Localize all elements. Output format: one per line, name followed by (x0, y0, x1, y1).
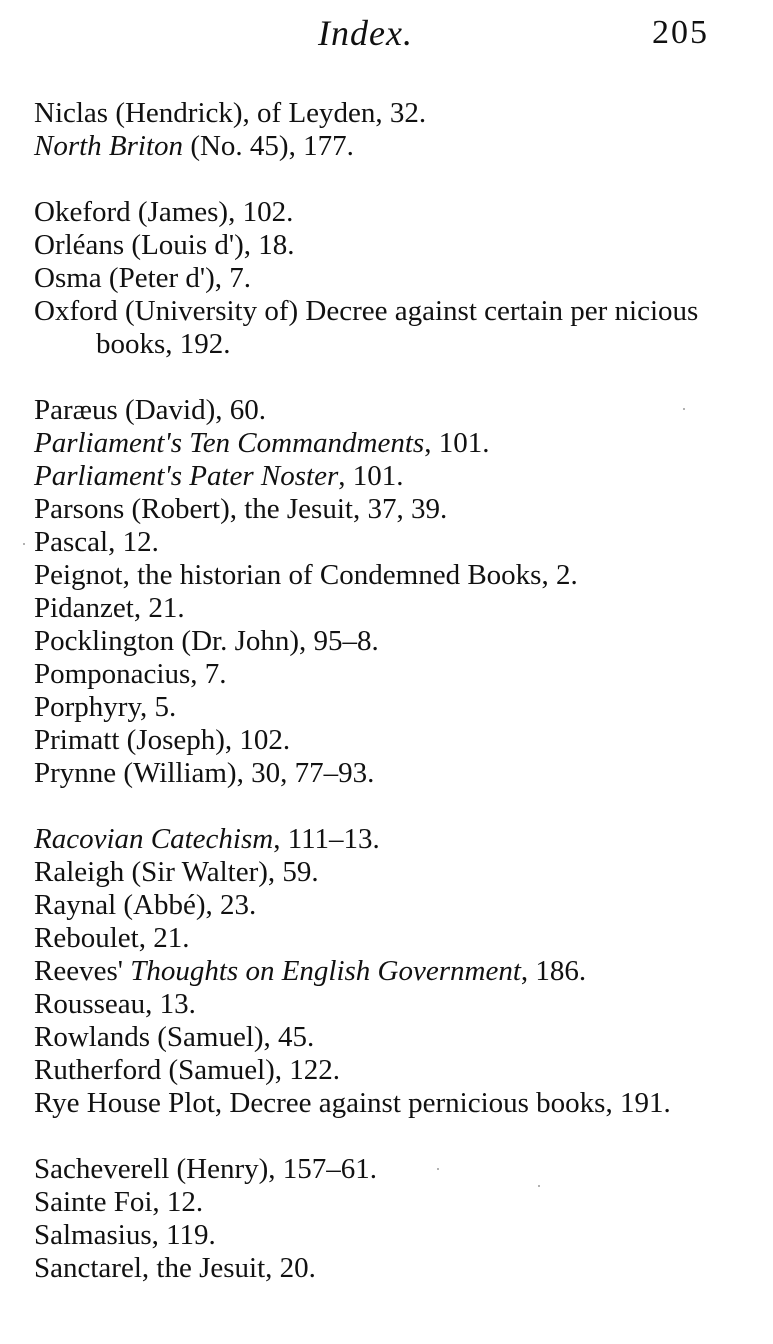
index-entry (34, 196, 746, 229)
entry-text: (No. 45), 177. (183, 130, 354, 162)
index-entry (34, 592, 746, 625)
index-group (34, 97, 746, 163)
entry-text: Sacheverell (Henry), 157–61. (34, 1153, 378, 1185)
index-entry (34, 1153, 746, 1186)
entry-text: Peignot, the historian of Condemned Books, 2. (34, 559, 578, 591)
entry-text: , 111–13. (273, 823, 380, 855)
index-entry (34, 460, 746, 493)
entry-title-italic: North Briton (34, 130, 184, 162)
index-entry (34, 1021, 746, 1054)
index-entry (34, 922, 746, 955)
entry-text: Niclas (Hendrick), of Leyden, 32. (34, 97, 427, 129)
index-entry (34, 394, 746, 427)
entry-text: Prynne (William), 30, 77–93. (34, 757, 375, 789)
paper-speck (538, 1185, 540, 1187)
page-title: Index. (318, 13, 413, 53)
entry-text: Rowlands (Samuel), 45. (34, 1021, 315, 1053)
index-entry (34, 1219, 746, 1252)
entry-title-italic: Racovian Catechism (34, 823, 274, 855)
entry-text: Reeves' (34, 955, 131, 987)
index-entry (34, 427, 746, 460)
index-entry (34, 1087, 746, 1120)
index-entry (34, 295, 746, 361)
entry-text: Sanctarel, the Jesuit, 20. (34, 1252, 316, 1284)
entry-text: Parsons (Robert), the Jesuit, 37, 39. (34, 493, 448, 525)
entry-text: Rutherford (Samuel), 122. (34, 1054, 341, 1086)
entry-text: Porphyry, 5. (34, 691, 177, 723)
index-entry (34, 658, 746, 691)
index-entry (34, 1186, 746, 1219)
entry-text: Pidanzet, 21. (34, 592, 185, 624)
entry-text: , 101. (338, 460, 404, 492)
index-entry (34, 724, 746, 757)
index-group (34, 823, 746, 1120)
paper-speck (683, 408, 685, 410)
entry-text: Rye House Plot, Decree against pernicious books, 191. (34, 1087, 671, 1119)
page-number: 205 (652, 14, 709, 51)
index-entry (34, 757, 746, 790)
index-entry (34, 130, 746, 163)
index-entry (34, 691, 746, 724)
entry-text: Pascal, 12. (34, 526, 159, 558)
entry-text: Reboulet, 21. (34, 922, 190, 954)
index-entry (34, 625, 746, 658)
index-entry (34, 856, 746, 889)
entry-text: Salmasius, 119. (34, 1219, 216, 1251)
index-group (34, 394, 746, 790)
entry-text: Orléans (Louis d'), 18. (34, 229, 295, 261)
index-list (34, 97, 746, 1318)
index-entry (34, 262, 746, 295)
entry-text: Pomponacius, 7. (34, 658, 227, 690)
entry-text: , 186. (520, 955, 587, 987)
entry-text: Primatt (Joseph), 102. (34, 724, 291, 756)
entry-text: Oxford (University of) Decree against certain per nicious books, 192. (34, 295, 699, 360)
index-entry (34, 889, 746, 922)
entry-title-italic: Parliament's Pater Noster (34, 460, 339, 492)
paper-speck (437, 1168, 439, 1170)
index-entry (34, 229, 746, 262)
index-entry (34, 988, 746, 1021)
index-entry (34, 1054, 746, 1087)
index-entry (34, 823, 746, 856)
index-entry (34, 955, 746, 988)
entry-text: , 101. (424, 427, 490, 459)
index-group (34, 1153, 746, 1285)
entry-text: Osma (Peter d'), 7. (34, 262, 252, 294)
paper-speck (23, 543, 25, 545)
index-entry (34, 493, 746, 526)
entry-title-italic: Parliament's Ten Commandments (34, 427, 425, 459)
index-group (34, 196, 746, 361)
entry-text: Sainte Foi, 12. (34, 1186, 204, 1218)
index-entry (34, 1252, 746, 1285)
entry-text: Raynal (Abbé), 23. (34, 889, 257, 921)
index-entry (34, 97, 746, 130)
entry-text: Pocklington (Dr. John), 95–8. (34, 625, 379, 657)
index-entry (34, 526, 746, 559)
entry-text: Okeford (James), 102. (34, 196, 294, 228)
entry-title-italic: Thoughts on English Government (130, 955, 521, 987)
entry-text: Rousseau, 13. (34, 988, 196, 1020)
index-entry (34, 559, 746, 592)
entry-text: Paræus (David), 60. (34, 394, 266, 426)
entry-text: Raleigh (Sir Walter), 59. (34, 856, 319, 888)
